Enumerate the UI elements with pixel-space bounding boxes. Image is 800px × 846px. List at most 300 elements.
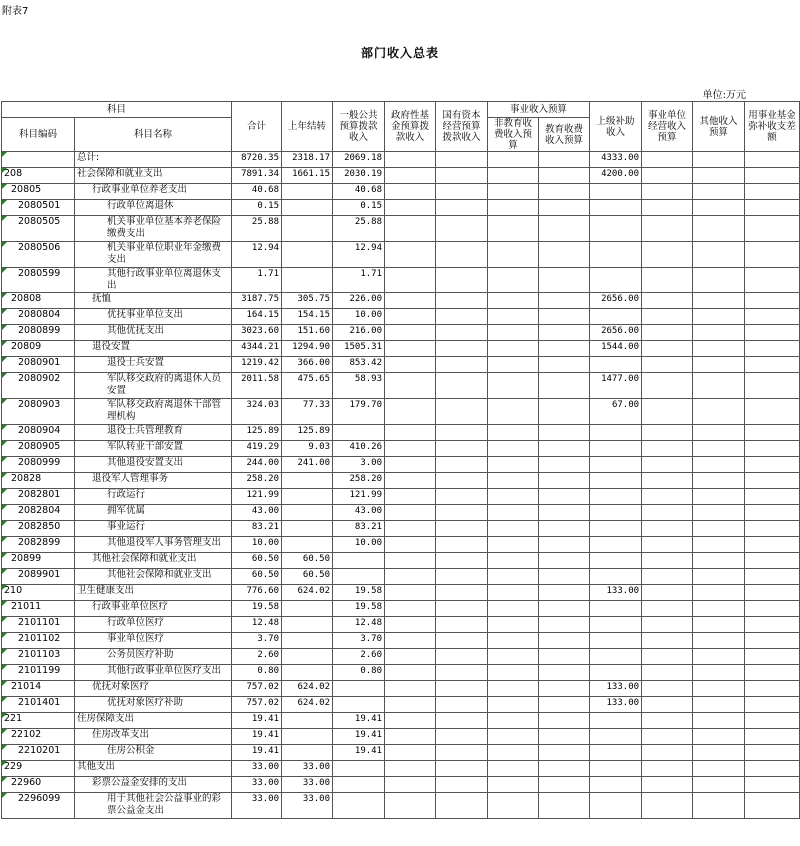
state-capital-cell [436, 425, 488, 441]
edu-fee-cell [539, 585, 590, 601]
career-unit-operating-cell [642, 357, 693, 373]
superior-subsidy-cell [590, 777, 642, 793]
general-budget-cell: 58.93 [333, 373, 385, 399]
fund-balance-cell [745, 681, 800, 697]
gov-fund-cell [385, 777, 436, 793]
fund-balance-cell [745, 341, 800, 357]
total-cell: 1219.42 [232, 357, 282, 373]
total-cell: 4344.21 [232, 341, 282, 357]
state-capital-cell [436, 341, 488, 357]
non-edu-fee-cell [488, 341, 539, 357]
subject-name: 其他支出 [77, 761, 116, 772]
career-unit-operating-cell [642, 425, 693, 441]
non-edu-fee-cell [488, 357, 539, 373]
subject-code: 2101401 [18, 697, 61, 708]
other-income-cell [693, 521, 745, 537]
subject-code: 21014 [11, 681, 42, 692]
subject-name: 住房改革支出 [92, 729, 150, 740]
table-row [2, 200, 800, 216]
edu-fee-cell [539, 761, 590, 777]
fund-balance-cell [745, 537, 800, 553]
gov-fund-cell [385, 601, 436, 617]
fund-balance-cell [745, 184, 800, 200]
superior-subsidy-cell [590, 357, 642, 373]
non-edu-fee-cell [488, 793, 539, 819]
subject-name-cell [75, 425, 232, 441]
subject-code-cell [2, 761, 75, 777]
carryover-cell [282, 473, 333, 489]
total-cell: 121.99 [232, 489, 282, 505]
superior-subsidy-cell [590, 268, 642, 293]
edu-fee-cell [539, 537, 590, 553]
carryover-cell: 241.00 [282, 457, 333, 473]
total-cell: 757.02 [232, 681, 282, 697]
fund-balance-cell [745, 200, 800, 216]
header-other-income: 其他收入预算 [693, 102, 745, 152]
non-edu-fee-cell [488, 268, 539, 293]
carryover-cell [282, 633, 333, 649]
total-cell: 19.41 [232, 729, 282, 745]
other-income-cell [693, 649, 745, 665]
state-capital-cell [436, 309, 488, 325]
superior-subsidy-cell [590, 309, 642, 325]
superior-subsidy-cell [590, 633, 642, 649]
career-unit-operating-cell [642, 793, 693, 819]
career-unit-operating-cell [642, 341, 693, 357]
subject-code-cell [2, 681, 75, 697]
table-row [2, 649, 800, 665]
non-edu-fee-cell [488, 713, 539, 729]
carryover-cell: 151.60 [282, 325, 333, 341]
subject-name: 退役士兵安置 [107, 357, 165, 368]
career-unit-operating-cell [642, 216, 693, 242]
edu-fee-cell [539, 168, 590, 184]
subject-code-cell [2, 441, 75, 457]
fund-balance-cell [745, 473, 800, 489]
non-edu-fee-cell [488, 505, 539, 521]
general-budget-cell [333, 761, 385, 777]
carryover-cell: 624.02 [282, 585, 333, 601]
gov-fund-cell [385, 325, 436, 341]
table-row [2, 665, 800, 681]
gov-fund-cell [385, 729, 436, 745]
total-cell: 3.70 [232, 633, 282, 649]
subject-name: 优抚对象医疗 [92, 681, 150, 692]
edu-fee-cell [539, 793, 590, 819]
total-cell: 0.80 [232, 665, 282, 681]
career-unit-operating-cell [642, 309, 693, 325]
fund-balance-cell [745, 293, 800, 309]
superior-subsidy-cell [590, 761, 642, 777]
table-row [2, 473, 800, 489]
total-cell: 60.50 [232, 553, 282, 569]
carryover-cell: 60.50 [282, 553, 333, 569]
table-row [2, 569, 800, 585]
state-capital-cell [436, 521, 488, 537]
subject-name-cell [75, 441, 232, 457]
general-budget-cell: 258.20 [333, 473, 385, 489]
fund-balance-cell [745, 713, 800, 729]
general-budget-cell: 121.99 [333, 489, 385, 505]
other-income-cell [693, 293, 745, 309]
table-row [2, 617, 800, 633]
subject-code-cell [2, 633, 75, 649]
total-cell: 0.15 [232, 200, 282, 216]
subject-name: 其他社会保障和就业支出 [107, 569, 212, 580]
subject-code: 2080902 [18, 373, 61, 384]
fund-balance-cell [745, 441, 800, 457]
carryover-cell [282, 489, 333, 505]
career-unit-operating-cell [642, 293, 693, 309]
general-budget-cell: 10.00 [333, 309, 385, 325]
fund-balance-cell [745, 569, 800, 585]
table-row [2, 505, 800, 521]
header-general-budget: 一般公共预算拨款收入 [333, 102, 385, 152]
subject-name-cell [75, 200, 232, 216]
state-capital-cell [436, 681, 488, 697]
superior-subsidy-cell [590, 425, 642, 441]
subject-name-cell [75, 761, 232, 777]
subject-name: 行政事业单位养老支出 [92, 184, 188, 195]
fund-balance-cell [745, 633, 800, 649]
gov-fund-cell [385, 242, 436, 268]
subject-code: 22102 [11, 729, 42, 740]
edu-fee-cell [539, 184, 590, 200]
subject-code: 2296099 [18, 793, 61, 804]
fund-balance-cell [745, 425, 800, 441]
subject-code: 2080899 [18, 325, 61, 336]
subject-name-cell [75, 293, 232, 309]
state-capital-cell [436, 745, 488, 761]
subject-name: 其他行政事业单位医疗支出 [107, 665, 222, 676]
superior-subsidy-cell: 133.00 [590, 585, 642, 601]
header-fund-balance: 用事业基金弥补收支差额 [745, 102, 800, 152]
superior-subsidy-cell [590, 617, 642, 633]
career-unit-operating-cell [642, 505, 693, 521]
edu-fee-cell [539, 745, 590, 761]
subject-name-cell [75, 537, 232, 553]
carryover-cell [282, 505, 333, 521]
subject-code: 2080506 [18, 242, 61, 253]
subject-name: 拥军优属 [107, 505, 146, 516]
subject-name: 卫生健康支出 [77, 585, 135, 596]
superior-subsidy-cell [590, 489, 642, 505]
gov-fund-cell [385, 505, 436, 521]
table-row [2, 457, 800, 473]
table-row [2, 761, 800, 777]
career-unit-operating-cell [642, 537, 693, 553]
subject-name-cell [75, 357, 232, 373]
subject-code-cell [2, 242, 75, 268]
subject-name-cell [75, 713, 232, 729]
superior-subsidy-cell [590, 713, 642, 729]
table-row [2, 357, 800, 373]
gov-fund-cell [385, 489, 436, 505]
other-income-cell [693, 200, 745, 216]
superior-subsidy-cell [590, 242, 642, 268]
gov-fund-cell [385, 633, 436, 649]
state-capital-cell [436, 457, 488, 473]
subject-code-cell [2, 553, 75, 569]
subject-code-cell [2, 745, 75, 761]
gov-fund-cell [385, 293, 436, 309]
other-income-cell [693, 713, 745, 729]
general-budget-cell: 1505.31 [333, 341, 385, 357]
carryover-cell [282, 537, 333, 553]
edu-fee-cell [539, 216, 590, 242]
other-income-cell [693, 697, 745, 713]
other-income-cell [693, 553, 745, 569]
subject-name: 军队移交政府的离退休人员安置 [107, 373, 222, 396]
superior-subsidy-cell [590, 569, 642, 585]
page-title: 部门收入总表 [360, 46, 439, 60]
subject-code: 221 [4, 713, 23, 724]
edu-fee-cell [539, 665, 590, 681]
gov-fund-cell [385, 713, 436, 729]
carryover-cell: 33.00 [282, 777, 333, 793]
edu-fee-cell [539, 441, 590, 457]
career-unit-operating-cell [642, 553, 693, 569]
subject-name-cell [75, 268, 232, 293]
subject-code: 20808 [11, 293, 42, 304]
subject-name: 社会保障和就业支出 [77, 168, 163, 179]
table-row [2, 697, 800, 713]
fund-balance-cell [745, 152, 800, 168]
non-edu-fee-cell [488, 521, 539, 537]
subject-code: 21011 [11, 601, 42, 612]
other-income-cell [693, 441, 745, 457]
state-capital-cell [436, 268, 488, 293]
subject-name-cell [75, 793, 232, 819]
career-unit-operating-cell [642, 601, 693, 617]
subject-name: 行政事业单位医疗 [92, 601, 169, 612]
superior-subsidy-cell [590, 729, 642, 745]
general-budget-cell: 19.58 [333, 601, 385, 617]
superior-subsidy-cell [590, 793, 642, 819]
career-unit-operating-cell [642, 713, 693, 729]
general-budget-cell [333, 697, 385, 713]
carryover-cell: 125.89 [282, 425, 333, 441]
non-edu-fee-cell [488, 537, 539, 553]
state-capital-cell [436, 665, 488, 681]
state-capital-cell [436, 553, 488, 569]
gov-fund-cell [385, 697, 436, 713]
subject-code: 2082801 [18, 489, 61, 500]
gov-fund-cell [385, 473, 436, 489]
superior-subsidy-cell [590, 441, 642, 457]
superior-subsidy-cell [590, 649, 642, 665]
other-income-cell [693, 216, 745, 242]
general-budget-cell [333, 681, 385, 697]
subject-code: 20828 [11, 473, 42, 484]
subject-name-cell [75, 457, 232, 473]
fund-balance-cell [745, 553, 800, 569]
subject-name: 其他行政事业单位离退休支出 [107, 268, 222, 291]
subject-name: 机关事业单位基本养老保险缴费支出 [107, 216, 222, 239]
other-income-cell [693, 425, 745, 441]
edu-fee-cell [539, 713, 590, 729]
total-cell: 8720.35 [232, 152, 282, 168]
non-edu-fee-cell [488, 242, 539, 268]
subject-name: 用于其他社会公益事业的彩票公益金支出 [107, 793, 222, 816]
subject-name-cell [75, 309, 232, 325]
other-income-cell [693, 729, 745, 745]
carryover-cell [282, 242, 333, 268]
fund-balance-cell [745, 457, 800, 473]
state-capital-cell [436, 399, 488, 425]
career-unit-operating-cell [642, 777, 693, 793]
table-row [2, 341, 800, 357]
gov-fund-cell [385, 184, 436, 200]
fund-balance-cell [745, 585, 800, 601]
header-gov-fund: 政府性基金预算拨款收入 [385, 102, 436, 152]
header-non-edu-fee: 非教育收费收入预算 [488, 118, 539, 152]
gov-fund-cell [385, 665, 436, 681]
other-income-cell [693, 569, 745, 585]
general-budget-cell: 10.00 [333, 537, 385, 553]
carryover-cell [282, 713, 333, 729]
carryover-cell: 154.15 [282, 309, 333, 325]
table-row [2, 777, 800, 793]
general-budget-cell [333, 569, 385, 585]
non-edu-fee-cell [488, 473, 539, 489]
state-capital-cell [436, 325, 488, 341]
career-unit-operating-cell [642, 681, 693, 697]
career-unit-operating-cell [642, 729, 693, 745]
superior-subsidy-cell [590, 457, 642, 473]
fund-balance-cell [745, 761, 800, 777]
non-edu-fee-cell [488, 399, 539, 425]
career-unit-operating-cell [642, 665, 693, 681]
subject-code: 2089901 [18, 569, 61, 580]
subject-name-cell [75, 745, 232, 761]
superior-subsidy-cell [590, 537, 642, 553]
subject-code: 2080501 [18, 200, 61, 211]
carryover-cell [282, 521, 333, 537]
table-row [2, 585, 800, 601]
state-capital-cell [436, 649, 488, 665]
fund-balance-cell [745, 745, 800, 761]
general-budget-cell: 3.00 [333, 457, 385, 473]
subject-name: 退役军人管理事务 [92, 473, 169, 484]
general-budget-cell: 410.26 [333, 441, 385, 457]
general-budget-cell [333, 553, 385, 569]
career-unit-operating-cell [642, 473, 693, 489]
non-edu-fee-cell [488, 489, 539, 505]
superior-subsidy-cell: 2656.00 [590, 293, 642, 309]
total-cell: 12.94 [232, 242, 282, 268]
total-cell: 12.48 [232, 617, 282, 633]
fund-balance-cell [745, 617, 800, 633]
gov-fund-cell [385, 425, 436, 441]
state-capital-cell [436, 793, 488, 819]
general-budget-cell: 216.00 [333, 325, 385, 341]
total-cell: 2011.58 [232, 373, 282, 399]
subject-name: 其他退役安置支出 [107, 457, 184, 468]
career-unit-operating-cell [642, 585, 693, 601]
gov-fund-cell [385, 793, 436, 819]
other-income-cell [693, 341, 745, 357]
gov-fund-cell [385, 761, 436, 777]
carryover-cell: 1661.15 [282, 168, 333, 184]
edu-fee-cell [539, 521, 590, 537]
gov-fund-cell [385, 341, 436, 357]
fund-balance-cell [745, 373, 800, 399]
carryover-cell: 1294.90 [282, 341, 333, 357]
superior-subsidy-cell [590, 473, 642, 489]
gov-fund-cell [385, 216, 436, 242]
subject-name: 优抚事业单位支出 [107, 309, 184, 320]
edu-fee-cell [539, 617, 590, 633]
total-cell: 776.60 [232, 585, 282, 601]
table-row [2, 521, 800, 537]
table-row [2, 729, 800, 745]
non-edu-fee-cell [488, 152, 539, 168]
superior-subsidy-cell [590, 601, 642, 617]
edu-fee-cell [539, 357, 590, 373]
subject-name: 军队移交政府离退休干部管理机构 [107, 399, 222, 422]
header-superior-subsidy: 上级补助收入 [590, 102, 642, 152]
subject-code-cell [2, 665, 75, 681]
subject-name: 机关事业单位职业年金缴费支出 [107, 242, 222, 265]
table-row [2, 745, 800, 761]
superior-subsidy-cell: 4200.00 [590, 168, 642, 184]
superior-subsidy-cell [590, 200, 642, 216]
carryover-cell [282, 601, 333, 617]
general-budget-cell: 25.88 [333, 216, 385, 242]
subject-code: 208 [4, 168, 23, 179]
header-code: 科目编码 [2, 118, 75, 152]
subject-code-cell [2, 777, 75, 793]
carryover-cell [282, 745, 333, 761]
edu-fee-cell [539, 325, 590, 341]
edu-fee-cell [539, 373, 590, 399]
subject-code: 2080999 [18, 457, 61, 468]
general-budget-cell: 853.42 [333, 357, 385, 373]
state-capital-cell [436, 216, 488, 242]
carryover-cell: 9.03 [282, 441, 333, 457]
fund-balance-cell [745, 697, 800, 713]
total-cell: 40.68 [232, 184, 282, 200]
total-cell: 7891.34 [232, 168, 282, 184]
edu-fee-cell [539, 268, 590, 293]
total-cell: 125.89 [232, 425, 282, 441]
superior-subsidy-cell: 2656.00 [590, 325, 642, 341]
gov-fund-cell [385, 168, 436, 184]
state-capital-cell [436, 713, 488, 729]
other-income-cell [693, 242, 745, 268]
header-career-income: 事业收入预算 [488, 102, 590, 118]
edu-fee-cell [539, 729, 590, 745]
non-edu-fee-cell [488, 168, 539, 184]
gov-fund-cell [385, 268, 436, 293]
subject-code-cell [2, 729, 75, 745]
state-capital-cell [436, 441, 488, 457]
total-cell: 19.41 [232, 713, 282, 729]
career-unit-operating-cell [642, 633, 693, 649]
gov-fund-cell [385, 585, 436, 601]
career-unit-operating-cell [642, 325, 693, 341]
table-row [2, 373, 800, 399]
superior-subsidy-cell: 1544.00 [590, 341, 642, 357]
subject-code: 2101103 [18, 649, 61, 660]
fund-balance-cell [745, 357, 800, 373]
career-unit-operating-cell [642, 152, 693, 168]
state-capital-cell [436, 569, 488, 585]
table-row [2, 681, 800, 697]
general-budget-cell: 12.94 [333, 242, 385, 268]
non-edu-fee-cell [488, 425, 539, 441]
